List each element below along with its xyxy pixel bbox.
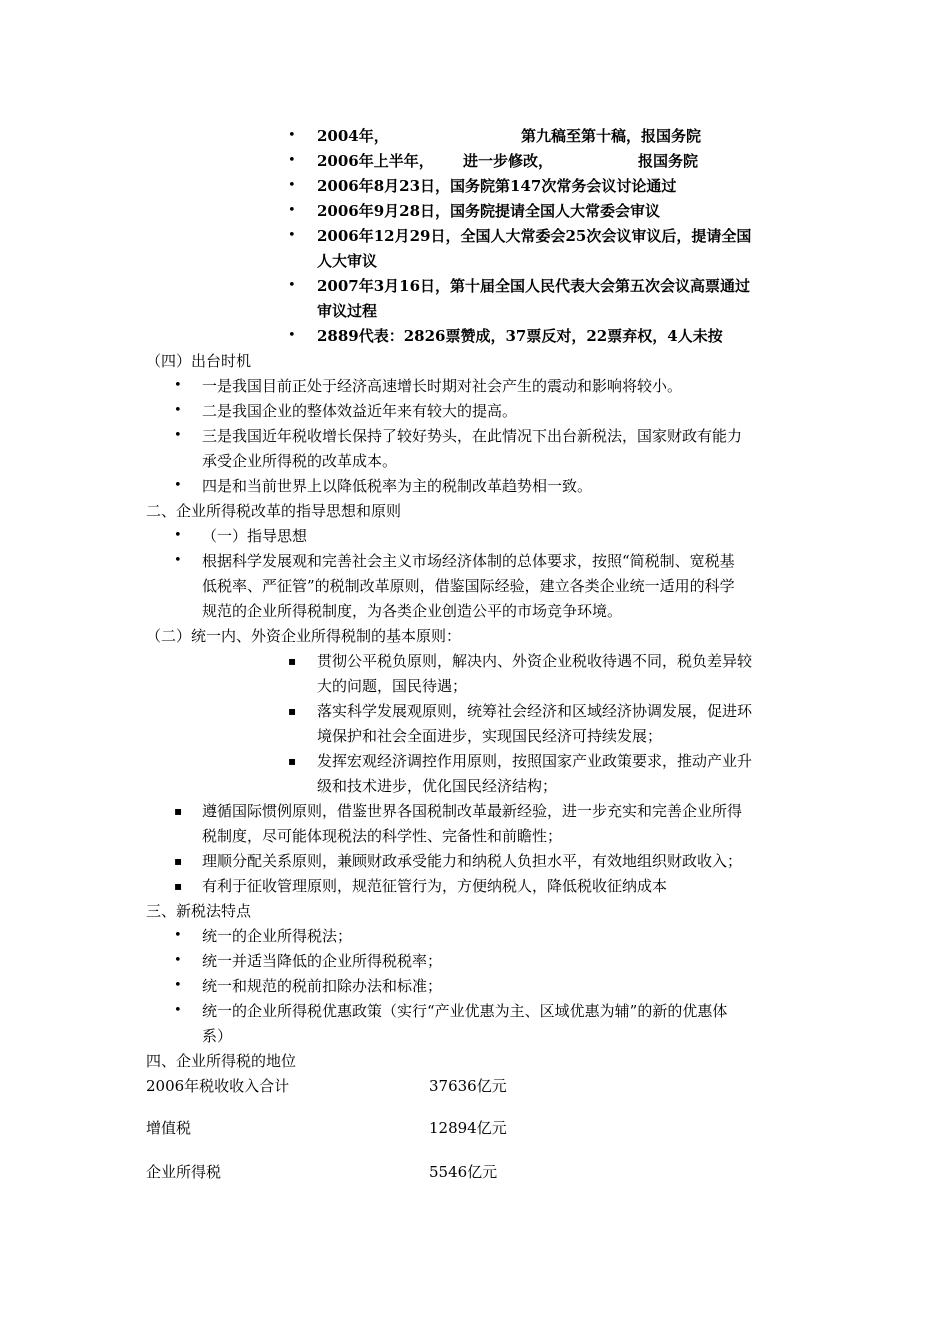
bullet-icon: • [174, 978, 182, 993]
bullet-icon: • [174, 528, 182, 543]
timeline-item: 2006年9月28日，国务院提请全国人大常委会审议 [317, 202, 661, 220]
principle-item: 发挥宏观经济调控作用原则，按照国家产业政策要求，推动产业升 [317, 752, 753, 770]
principle-item: 落实科学发展观原则，统筹社会经济和区域经济协调发展，促进环 [317, 702, 753, 720]
bullet-icon: • [288, 228, 296, 243]
bullet-icon: • [174, 428, 182, 443]
bullet-icon: • [174, 953, 182, 968]
bullet-icon: • [288, 328, 296, 343]
principle-item-cont: 境保护和社会全面进步，实现国民经济可持续发展； [317, 727, 663, 745]
bullet-icon: • [288, 178, 296, 193]
timeline-item: 2006年8月23日，国务院第147次常务会议讨论通过 [317, 177, 677, 195]
bullet-icon: • [174, 403, 182, 418]
bullet-icon: ▪ [288, 654, 297, 668]
timing-item-cont: 承受企业所得税的改革成本。 [202, 452, 398, 470]
bullet-icon: • [174, 928, 182, 943]
guiding-text-cont: 低税率、严征管”的税制改革原则，借鉴国际经验，建立各类企业统一适用的科学 [202, 577, 735, 595]
bullet-icon: • [174, 478, 182, 493]
timeline-item: 2006年12月29日，全国人大常委会25次会议审议后，提请全国 [317, 227, 752, 245]
feature-item: 统一和规范的税前扣除办法和标准； [202, 977, 443, 995]
timing-item: 一是我国目前正处于经济高速增长时期对社会产生的震动和影响将较小。 [202, 377, 683, 395]
timeline-item-2006a-tail: 报国务院 [638, 152, 699, 170]
bullet-icon: ▪ [174, 804, 183, 818]
timeline-item-2004-text: 第九稿至第十稿，报国务院 [521, 127, 702, 145]
section-heading-features: 三、新税法特点 [146, 902, 252, 920]
subheading-guiding-thought: （一）指导思想 [202, 527, 308, 545]
principle-item: 遵循国际惯例原则，借鉴世界各国税制改革最新经验，进一步充实和完善企业所得 [202, 802, 743, 820]
revenue-row-label: 企业所得税 [146, 1163, 222, 1181]
section-heading-principles: （二）统一内、外资企业所得税制的基本原则： [146, 627, 462, 645]
bullet-icon: ▪ [288, 704, 297, 718]
bullet-icon: ▪ [174, 854, 183, 868]
principle-item: 有利于征收管理原则，规范征管行为，方便纳税人，降低税收征纳成本 [202, 877, 668, 895]
bullet-icon: • [174, 378, 182, 393]
guiding-text-cont: 规范的企业所得税制度，为各类企业创造公平的市场竞争环境。 [202, 602, 623, 620]
feature-item: 统一并适当降低的企业所得税税率； [202, 952, 443, 970]
timeline-item-2006a-text: 进一步修改， [463, 152, 554, 170]
bullet-icon: • [288, 203, 296, 218]
bullet-icon: • [174, 553, 182, 568]
bullet-icon: • [288, 153, 296, 168]
guiding-text: 根据科学发展观和完善社会主义市场经济体制的总体要求，按照“简税制、宽税基 [202, 552, 735, 570]
principle-item-cont: 大的问题，国民待遇； [317, 677, 468, 695]
principle-item-cont: 税制度，尽可能体现税法的科学性、完备性和前瞻性； [202, 827, 563, 845]
bullet-icon: ▪ [288, 754, 297, 768]
principle-item: 贯彻公平税负原则，解决内、外资企业税收待遇不同，税负差异较 [317, 652, 753, 670]
section-heading-timing: （四）出台时机 [146, 352, 252, 370]
principle-item: 理顺分配关系原则，兼顾财政承受能力和纳税人负担水平，有效地组织财政收入； [202, 852, 743, 870]
timing-item: 二是我国企业的整体效益近年来有较大的提高。 [202, 402, 518, 420]
feature-item: 统一的企业所得税优惠政策（实行“产业优惠为主、区域优惠为辅”的新的优惠体 [202, 1002, 728, 1020]
bullet-icon: ▪ [174, 879, 183, 893]
feature-item-cont: 系） [202, 1027, 233, 1045]
revenue-row-label: 2006年税收收入合计 [146, 1077, 290, 1095]
revenue-row-value: 5546亿元 [429, 1163, 498, 1181]
timing-item: 四是和当前世界上以降低税率为主的税制改革趋势相一致。 [202, 477, 593, 495]
timing-item: 三是我国近年税收增长保持了较好势头，在此情况下出台新税法，国家财政有能力 [202, 427, 743, 445]
timeline-item-2006a-date: 2006年上半年， [317, 152, 434, 170]
timeline-item: 2007年3月16日，第十届全国人民代表大会第五次会议高票通过 [317, 277, 751, 295]
revenue-row-value: 12894亿元 [429, 1119, 507, 1137]
timeline-item: 2889代表：2826票赞成，37票反对，22票弃权，4人未按 [317, 327, 723, 345]
feature-item: 统一的企业所得税法； [202, 927, 353, 945]
section-heading-guiding: 二、企业所得税改革的指导思想和原则 [146, 502, 402, 520]
principle-item-cont: 级和技术进步，优化国民经济结构； [317, 777, 558, 795]
revenue-row-label: 增值税 [146, 1119, 192, 1137]
bullet-icon: • [174, 1003, 182, 1018]
revenue-row-value: 37636亿元 [429, 1077, 507, 1095]
bullet-icon: • [288, 278, 296, 293]
timeline-item-2004-date: 2004年， [317, 127, 389, 145]
section-heading-status: 四、企业所得税的地位 [146, 1052, 297, 1070]
timeline-item-cont: 人大审议 [317, 252, 378, 270]
timeline-item-cont: 审议过程 [317, 302, 378, 320]
bullet-icon: • [288, 128, 296, 143]
